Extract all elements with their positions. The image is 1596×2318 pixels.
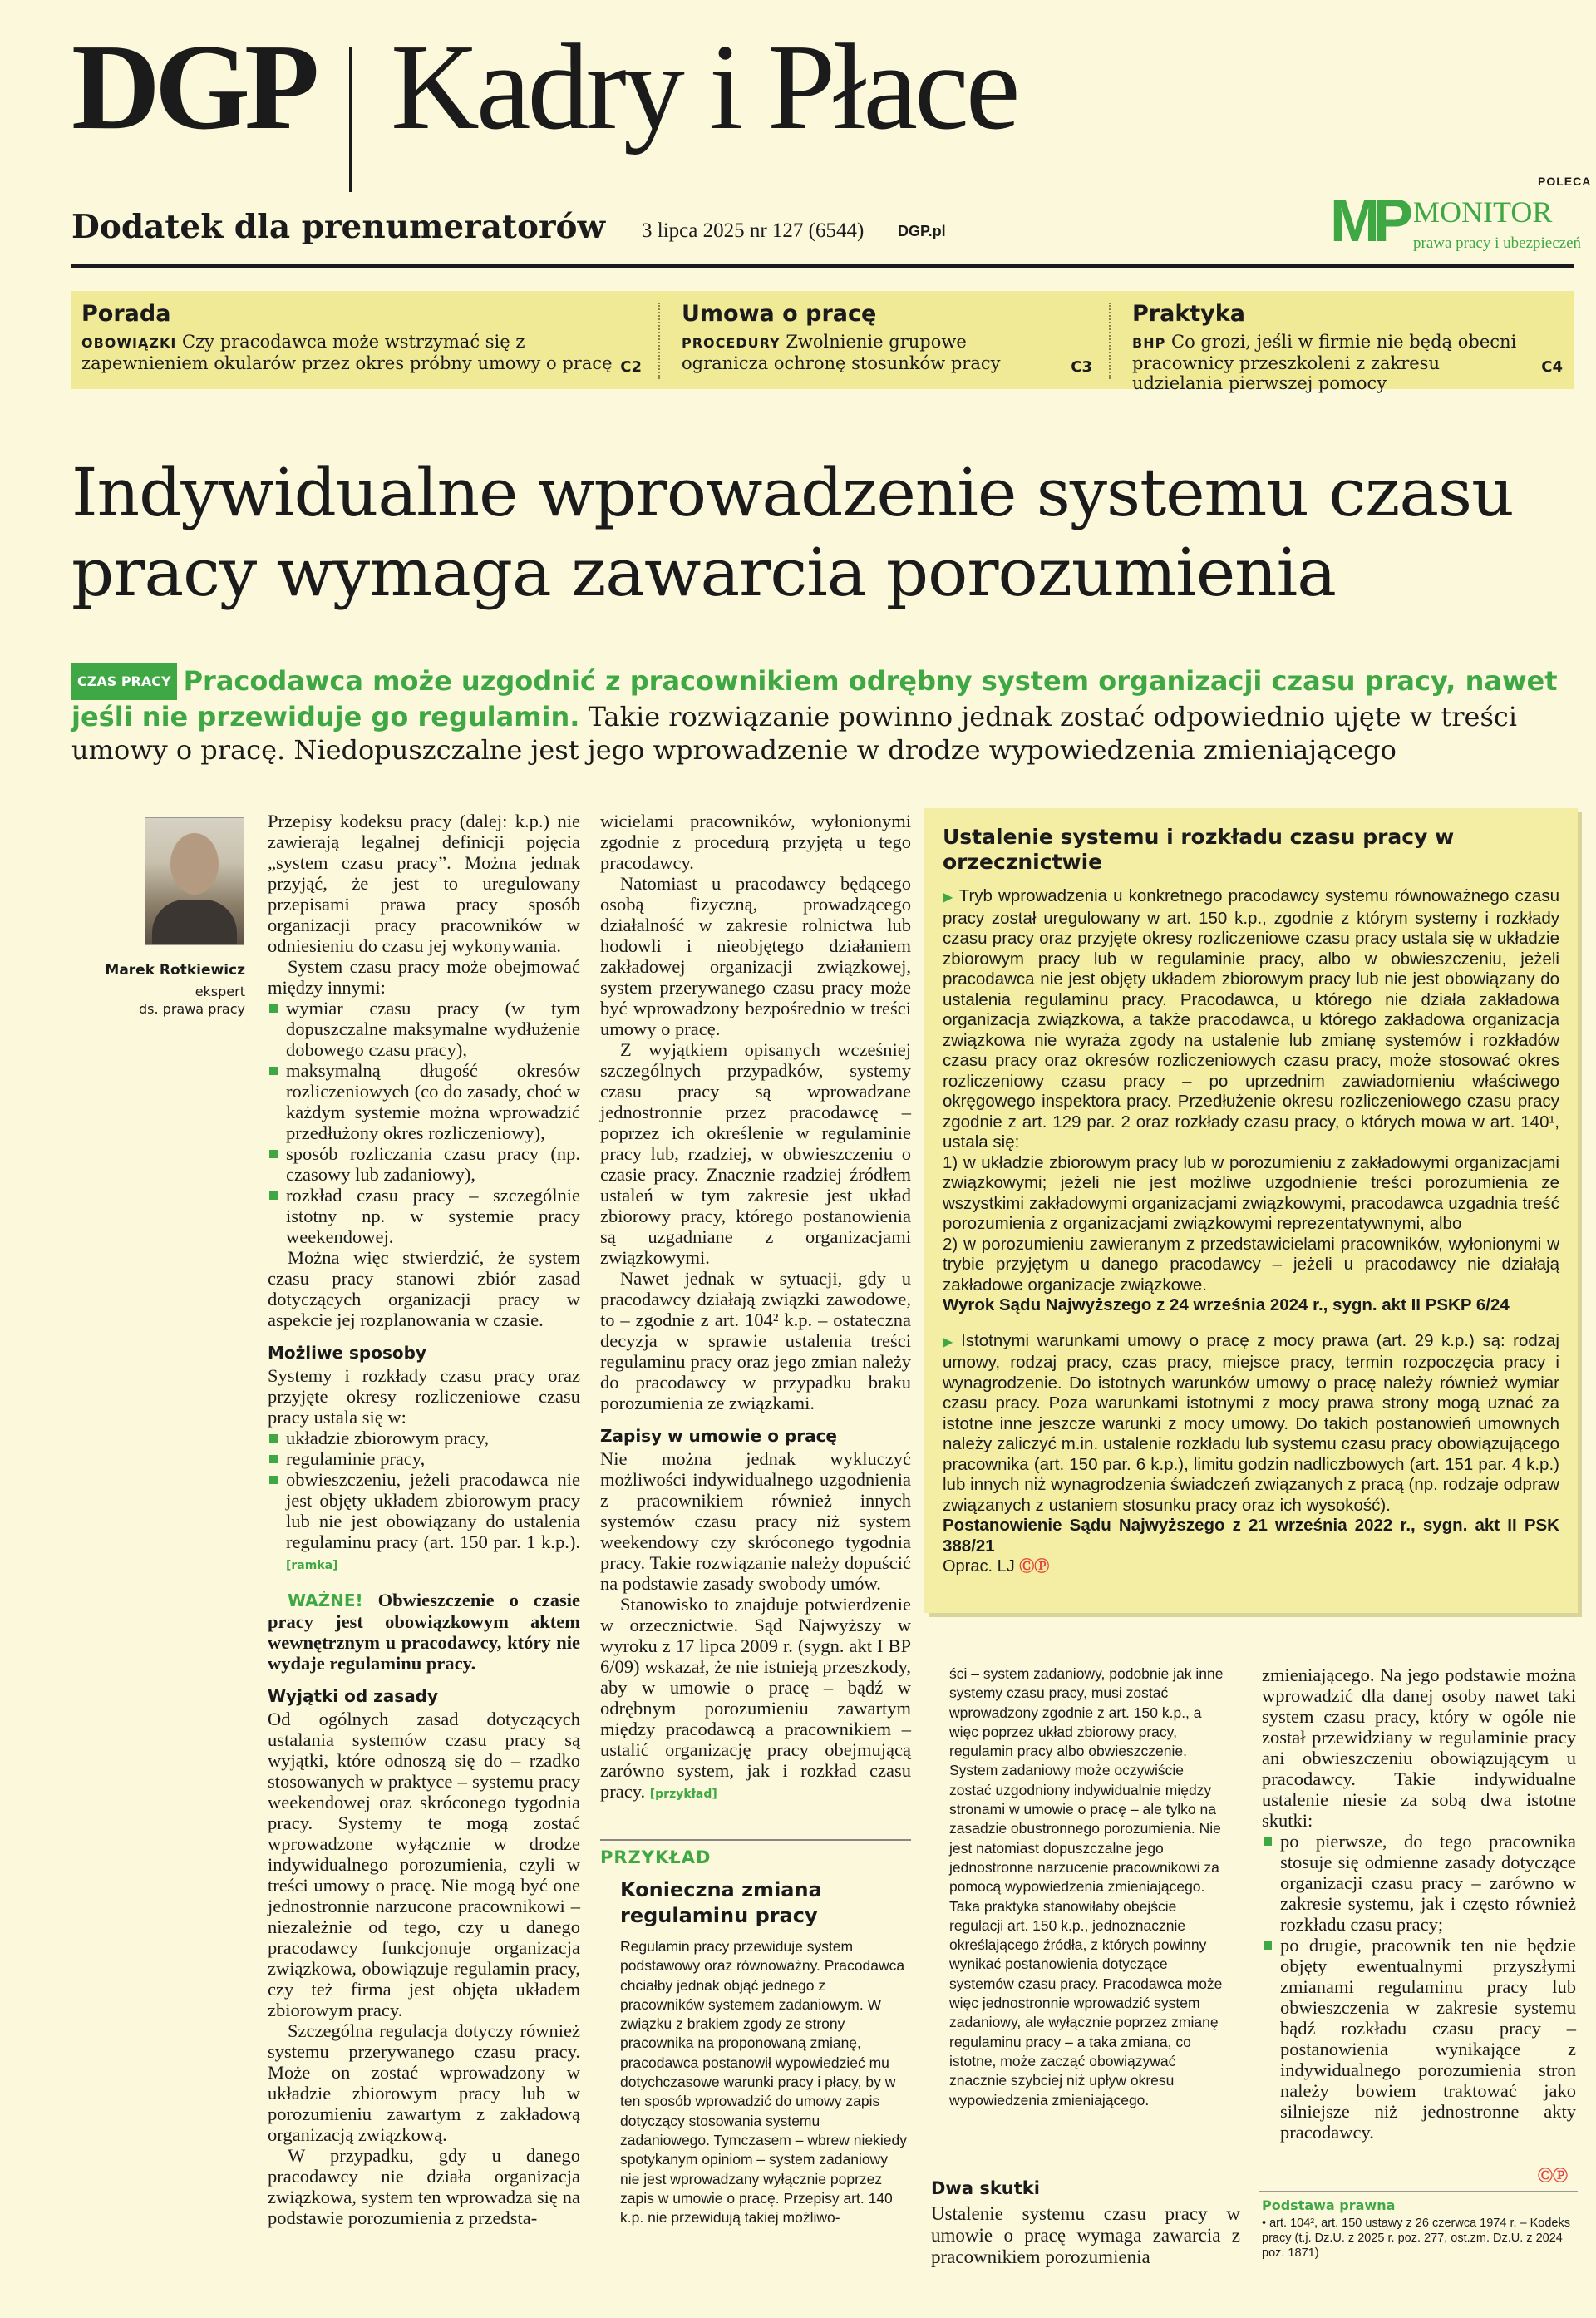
issue-info: 3 lipca 2025 nr 127 (6544) (642, 219, 864, 242)
article-column-2 (600, 811, 911, 1805)
teaser-heading: Praktyka (1132, 301, 1245, 327)
list-item: sposób rozliczania czasu pracy (np. czasowy lub zadaniowy), (268, 1143, 580, 1185)
paragraph: Można więc stwierdzić, że system czasu pracy stanowi zbiór zasad dotyczących organizacji pracy w aspekcie jej rozplanowania w czasie. (268, 1247, 580, 1330)
important-label: WAŻNE! (288, 1591, 363, 1610)
teaser-band (71, 291, 1574, 393)
end-copyright-icon: ⒸⓅ (1538, 2168, 1568, 2185)
example-text: Regulamin pracy przewiduje system podstawowy oraz równoważny. Pracodawca chciałby jednak objąć jednego z pracowników systemem zadaniowym. W związku z brakiem zgody ze strony pracownika na proponowaną zmianę, pracodawca postanowił wypowiedzieć mu dotychczasowe warunki pracy i płacy, by w ten sposób wprowadzić do umowy zapis dotyczący stosowania systemu zadaniowego. Tymczasem – wbrew niekiedy spotykanym opiniom – system zadaniowy nie jest wprowadzany wyłącznie poprzez zapis w umowie o pracę. Przepisy art. 140 k.p. nie przewidują takiej możliwo- (620, 1938, 907, 2227)
list-item: wymiar czasu pracy (w tym dopuszczalne maksymalne wydłużenie dobowego czasu pracy), (268, 998, 580, 1060)
court-citation: Postanowienie Sądu Najwyższego z 21 września 2022 r., sygn. akt II PSK 388/21 (943, 1516, 1559, 1556)
example-column-1 (620, 1937, 911, 2227)
teaser-separator (1109, 303, 1111, 379)
paragraph: Systemy i rozkłady czasu pracy oraz przyjęte okresy rozliczeniowe czasu pracy ustala się w: (268, 1365, 580, 1428)
list-item: rozkład czasu pracy – szczególnie istotny np. w systemie pracy weekendowej. (268, 1185, 580, 1247)
paragraph: wicielami pracowników, wyłonionymi zgodnie z procedurą przyjętą u tego pracodawcy. (600, 811, 911, 873)
article-lead (71, 663, 1559, 767)
teaser-page: C3 (1071, 358, 1092, 376)
teaser-text: Co grozi, jeśli w firmie nie będą obecni pracownicy przeszkoleni z zakresu udzielania pierwszej pomocy (1132, 332, 1517, 393)
teaser-text: Czy pracodawca może wstrzymać się z zapewnieniem okularów przez okres próbny umowy o pracę (81, 332, 613, 373)
box-paragraph: ▶ Istotnymi warunkami umowy o pracę z mocy prawa (art. 29 k.p.) są: rodzaj umowy, rodzaj pracy, czas pracy, miejsce pracy, termin rozpoczęcia pracy i wynagrodzenie. Do istotnych warunków umowy o pracę należy również wymiar czasu pracy. Poza warunkami istotnymi z mocy prawa strony mogą uznać za istotne inne jeszcze warunki z mocy umowy. Do takich postanowień umownych należy zaliczyć m.in. ustalenie rozkładu lub systemu czasu pracy obowiązującego pracownika (art. 150 par. 6 k.p.), limitu godzin nadliczbowych (art. 151 par. 4 k.p.) lub innych niż wynagrodzenia świadczeń związanych z pracą (np. rodzaje odpraw związanych z ustaniem stosunku pracy oraz ich wysokość). (943, 1330, 1559, 1515)
section-heading: Wyjątki od zasady (268, 1686, 439, 1706)
example-label: PRZYKŁAD (600, 1847, 712, 1867)
paragraph: System czasu pracy może obejmować między innymi: (268, 956, 580, 998)
masthead-brand: DGP (71, 19, 314, 155)
case-law-box (924, 808, 1578, 1613)
paragraph: Ustalenie systemu czasu pracy w umowie o pracę wymaga zawarcia z pracownikiem porozumienia (931, 2203, 1240, 2267)
section-heading: Zapisy w umowie o pracę (600, 1426, 837, 1446)
masthead-subtitle: Dodatek dla prenumeratorów (71, 208, 606, 246)
list-item: regulaminie pracy, (268, 1448, 580, 1469)
article-column-1 (268, 811, 580, 2228)
teaser-kicker: OBOWIĄZKI (81, 335, 177, 351)
author-role: ekspert ds. prawa pracy (139, 984, 245, 1017)
triangle-bullet-icon: ▶ (943, 890, 954, 905)
list-item: obwieszczeniu, jeżeli pracodawca nie jest objęty układem zbiorowym pracy lub nie jest obowiązany do ustalenia regulaminu pracy (art. 150 par. 1 k.p.). [ramka] (268, 1469, 580, 1576)
lead-tag: CZAS PRACY (71, 663, 177, 700)
legal-basis-text: • art. 104², art. 150 ustawy z 26 czerwca 1974 r. – Kodeks pracy (t.j. Dz.U. z 2025 r. poz. 277, ost.zm. Dz.U. z 2024 poz. 1871) (1262, 2217, 1570, 2260)
copyright-icon: ⒸⓅ (1019, 1558, 1050, 1576)
teaser-umowa[interactable] (672, 291, 1104, 389)
article-column-4 (1262, 1665, 1576, 2143)
paragraph: Nie można jednak wykluczyć możliwości indywidualnego uzgodnienia z pracownikiem również innych systemów czasu pracy niż system weekendowy czy skróconego tygodnia pracy. Takie rozwiązanie należy dopuścić na podstawie zasady swobody umów. (600, 1448, 911, 1594)
teaser-heading: Umowa o pracę (682, 301, 877, 327)
section-heading: Możliwe sposoby (268, 1343, 426, 1363)
list-item: po drugie, pracownik ten nie będzie objęty ewentualnymi przyszłymi zmianami regulaminu pracy lub obwieszczenia w zakresie systemu bądź rozkładu czasu pracy – postanowienia wynikające z indywidualnego porozumienia stron należy bowiem traktować jako silniejsze niż jednostronne akty pracodawcy. (1262, 1935, 1576, 2143)
example-title: Konieczna zmiana regulaminu pracy (620, 1878, 822, 1927)
masthead-rule (71, 264, 1574, 268)
list-item: układzie zbiorowym pracy, (268, 1428, 580, 1448)
paragraph: Przepisy kodeksu pracy (dalej: k.p.) nie zawierają legalnej definicji pojęcia „system czasu pracy”. Można jednak przyjąć, że jest to uregulowany przepisami prawa pracy sposób organizacji pracy pracowników w odniesieniu do czasu jej wykonywania. (268, 811, 580, 956)
masthead-divider (349, 47, 352, 192)
teaser-heading: Porada (81, 301, 171, 327)
teaser-page: C4 (1541, 358, 1563, 376)
important-note: WAŻNE! Obwieszczenie o czasie pracy jest obowiązkowym aktem wewnętrznym u pracodawcy, który nie wydaje regulaminu pracy. (268, 1590, 580, 1674)
example-column-2 (949, 1665, 1224, 2110)
paragraph: Stanowisko to znajduje potwierdzenie w orzecznictwie. Sąd Najwyższy w wyroku z 17 lipca 2009 r. (sygn. akt I BP 6/09) wskazał, że nie istnieją przeszkody, aby w umowie o pracę – bądź w odrębnym porozumieniu zawartym między pracodawcą a pracownikiem – ustalić organizację pracy obejmującą zarówno system, jak i rozkład czasu pracy. [przykład] (600, 1594, 911, 1802)
box-paragraph: 1) w układzie zbiorowym pracy lub w porozumieniu z zakładowymi organizacjami związkowymi; jeżeli nie jest możliwe uzgodnienie treści porozumienia ze wszystkimi zakładowymi organizacjami związkowymi, pracodawca uzgadnia treść porozumienia z organizacjami związkowymi reprezentatywnymi, albo (943, 1152, 1559, 1233)
lead-bold: Pracodawca może uzgodnić z pracownikiem odrębny system organizacji czasu pracy, nawet jeśli nie przewiduje go regulamin. (71, 665, 1558, 732)
teaser-page: C2 (620, 358, 642, 376)
example-text: ści – system zadaniowy, podobnie jak inne systemy czasu pracy, musi zostać wprowadzony zgodnie z art. 150 k.p., a więc poprzez układ zbiorowy pracy, regulamin pracy albo obwieszczenie. System zadaniowy może oczywiście zostać uzgodniony indywidualnie między stronami w umowie o pracę – ale tylko na zasadzie obustronnego porozumienia. Nie jest natomiast dopuszczalne jego jednostronne narzucenie pracownikowi za pomocą wypowiedzenia zmieniającego. Taka praktyka stanowiłaby obejście regulacji art. 150 k.p., jednoznacznie określającego źródła, z których powinny wynikać postanowienia dotyczące systemów czasu pracy. Pracodawca może więc jednostronnie wprowadzić system zadaniowy, ale wyłącznie poprzez zmianę regulaminu pracy – a taka zmiana, co istotne, może zacząć obowiązywać znacznie szybciej niż upływ okresu wypowiedzenia zmieniającego. (949, 1665, 1224, 2108)
paragraph: zmieniającego. Na jego podstawie można wprowadzić dla danej osoby nawet taki system czasu pracy, który w ogóle nie został przewidziany w regulaminie pracy ani obwieszczeniu obowiązującym u pracodawcy. Takie indywidualne ustalenie niesie za sobą dwa istotne skutki: (1262, 1665, 1576, 1831)
recommend-label: POLECA (1538, 175, 1592, 188)
court-citation: Wyrok Sądu Najwyższego z 24 września 2024 r., sygn. akt II PSKP 6/24 (943, 1295, 1510, 1314)
article-headline: Indywidualne wprowadzenie systemu czasu pracy wymaga zawarcia porozumienia (71, 454, 1514, 611)
box-credit: Oprac. LJ ⒸⓅ (943, 1557, 1050, 1576)
box-paragraph: ▶ Tryb wprowadzenia u konkretnego pracodawcy systemu równoważnego czasu pracy został uregulowany w art. 150 k.p., zgodnie z którym systemy i rozkłady czasu pracy oraz przyjęte okresy rozliczeniowe czasu pracy ustala się w układzie zbiorowym pracy lub w regulaminie pracy, albo w obwieszczeniu, jeżeli pracodawca nie jest objęty układem zbiorowym pracy lub nie jest obowiązany do ustalenia regulaminu pracy. Pracodawca, u którego nie działa zakładowa organizacja związkowa, a także pracodawca, u którego zakładowa organizacja związkowa nie wyraża zgody na ustalenie lub zmianę systemów i rozkładów czasu pracy oraz okresów rozliczeniowych czasu pracy, może stosować okres rozliczeniowy czasu pracy – po uprzednim zawiadomieniu właściwego okręgowego inspektora pracy. Przedłużenie okresu rozliczeniowego czasu pracy zgodnie z art. 129 par. 2 oraz rozkłady czasu pracy, o których mowa w art. 140¹, ustala się: (943, 886, 1559, 1152)
author-body (152, 900, 237, 944)
section-heading: Dwa skutki (931, 2178, 1040, 2198)
author-face (170, 833, 219, 895)
partner-name: MONITOR (1413, 195, 1553, 229)
example-rule (600, 1839, 911, 1841)
teaser-kicker: PROCEDURY (682, 335, 781, 351)
paragraph: W przypadku, gdy u danego pracodawcy nie działa organizacja związkowa, system ten wprowadza się na podstawie porozumienia z przedsta- (268, 2145, 580, 2228)
masthead-title: Kadry i Płace (391, 19, 1017, 155)
bullet-list (268, 1428, 580, 1576)
box-title: Ustalenie systemu i rozkładu czasu pracy w orzecznictwie (943, 825, 1455, 874)
legal-basis-heading: Podstawa prawna (1262, 2197, 1396, 2213)
paragraph: Natomiast u pracodawcy będącego osobą fizyczną, prowadzącego działalność w zakresie rolnictwa lub hodowli i nieobjętego działaniem zakładowej organizacji związkowej, system przerywanego czasu pracy może być wprowadzony bezpośrednio w treści umowy o pracę. (600, 873, 911, 1039)
paragraph: Szczególna regulacja dotyczy również systemu przerywanego czasu pracy. Może on zostać wprowadzony w układzie zbiorowym pracy lub w porozumieniu zawartym z zakładową organizacją związkową. (268, 2020, 580, 2145)
teaser-porada[interactable] (71, 291, 653, 389)
lead-rest: Takie rozwiązanie powinno jednak zostać odpowiednio ujęte w treści umowy o pracę. Niedopuszczalne jest jego wprowadzenie w drodze wypowiedzenia zmieniającego (71, 701, 1518, 766)
partner-tagline: prawa pracy i ubezpieczeń (1413, 234, 1582, 252)
teaser-text: Zwolnienie grupowe ogranicza ochronę stosunków pracy (682, 332, 1001, 373)
paragraph: Od ogólnych zasad dotyczących ustalania systemów czasu pracy są wyjątki, które odnoszą się do – rzadko stosowanych w praktyce – systemu pracy weekendowej oraz skróconego tygodnia pracy. Systemy te mogą zostać wprowadzone wyłącznie w drodze indywidualnego porozumienia, czyli w treści umowy o pracę. Nie mogą być one jednostronnie narzucone pracownikowi – niezależnie od tego, czy u danego pracodawcy funkcjonuje organizacja związkowa, obowiązuje regulamin pracy, czy też firma jest objęta układem zbiorowym pracy. (268, 1709, 580, 2020)
monitor-logo-icon: MP (1330, 188, 1406, 254)
paragraph: Z wyjątkiem opisanych wcześniej szczególnych przypadków, systemy czasu pracy są wprowadzane jednostronnie przez pracodawcę – poprzez ich określenie w regulaminie pracy lub, rzadziej, w obwieszczeniu o czasie pracy. Znacznie rzadziej źródłem ustaleń w tym zakresie jest układ zbiorowy pracy, którego postanowienia są uzgadniane z organizacjami związkowymi. (600, 1039, 911, 1268)
list-item: po pierwsze, do tego pracownika stosuje się odmienne zasady dotyczące organizacji czasu pracy – zarówno w zakresie systemu, jak i często również rozkładu czasu pracy; (1262, 1831, 1576, 1935)
bullet-list (1262, 1831, 1576, 2143)
triangle-bullet-icon: ▶ (943, 1334, 957, 1349)
bullet-list (268, 998, 580, 1247)
basis-rule (1259, 2191, 1578, 2192)
paragraph: Nawet jednak w sytuacji, gdy u pracodawcy działają związki zawodowe, to – zgodnie z art. 104² k.p. – ostateczna decyzja w sprawie ustalenia treści regulaminu pracy oraz jego zmian należy do pracodawcy w przypadku braku porozumienia ze związkami. (600, 1268, 911, 1413)
teaser-kicker: BHP (1132, 335, 1166, 351)
author-photo (145, 817, 244, 945)
box-reference[interactable]: [ramka] (286, 1559, 338, 1572)
site-link[interactable]: DGP.pl (898, 223, 946, 239)
teaser-separator (658, 303, 661, 379)
author-name: Marek Rotkiewicz (105, 962, 245, 979)
example-reference[interactable]: [przykład] (649, 1788, 717, 1801)
teaser-praktyka[interactable] (1122, 291, 1574, 393)
list-item: maksymalną długość okresów rozliczeniowych (co do zasady, choć w każdym systemie można wprowadzić przedłużony okres rozliczeniowy), (268, 1060, 580, 1143)
box-paragraph: 2) w porozumieniu zawieranym z przedstawicielami pracowników, wyłonionymi w trybie przyjętym u danego pracodawcy – jeżeli u pracodawcy nie działają zakładowe organizacje związkowe. (943, 1234, 1559, 1295)
